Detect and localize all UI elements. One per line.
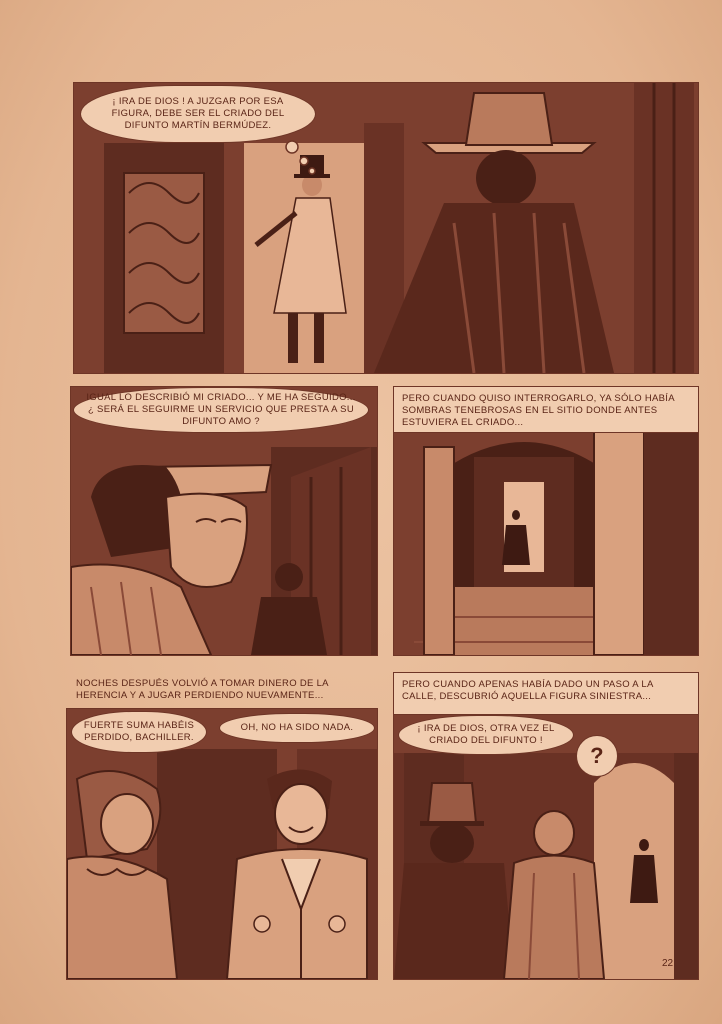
- panel-2: [70, 386, 378, 656]
- panel-1-speech-bubble: ¡ IRA DE DIOS ! A JUZGAR POR ESA FIGURA, DEBE SER EL CRIADO DEL DIFUNTO MARTÍN BERMÚDEZ.: [80, 85, 316, 143]
- panel-3: [393, 386, 699, 656]
- panel-3-caption: PERO CUANDO QUISO INTERROGARLO, YA SÓLO HABÍA SOMBRAS TENEBROSAS EN EL SITIO DONDE ANTES ESTUVIERA EL CRIADO...: [394, 387, 698, 433]
- panel-1: [73, 82, 699, 374]
- panel-4-caption: NOCHES DESPUÉS VOLVIÓ A TOMAR DINERO DE LA HERENCIA Y A JUGAR PERDIENDO NUEVAMENTE...: [76, 678, 329, 701]
- panel-4-speech-bubble-right: OH, NO HA SIDO NADA.: [219, 713, 375, 743]
- panel-5-caption: PERO CUANDO APENAS HABÍA DADO UN PASO A LA CALLE, DESCUBRIÓ AQUELLA FIGURA SINIESTRA...: [394, 673, 698, 715]
- panel-5-speech-bubble: ¡ IRA DE DIOS, OTRA VEZ EL CRIADO DEL DIFUNTO !: [398, 715, 574, 755]
- question-mark-bubble: ?: [576, 735, 618, 777]
- panel-2-speech-bubble: IGUAL LO DESCRIBIÓ MI CRIADO... Y ME HA SEGUIDO... ¿ SERÁ EL SEGUIRME UN SERVICIO QUE PRESTA A SU DIFUNTO AMO ?: [73, 387, 369, 433]
- panel-5: [393, 672, 699, 980]
- panel-4: [66, 708, 378, 980]
- panel-1-thought-tail: [274, 139, 334, 179]
- panel-4-speech-bubble-left: FUERTE SUMA HABÉIS PERDIDO, BACHILLER.: [71, 711, 207, 753]
- page-number: 22: [662, 958, 674, 969]
